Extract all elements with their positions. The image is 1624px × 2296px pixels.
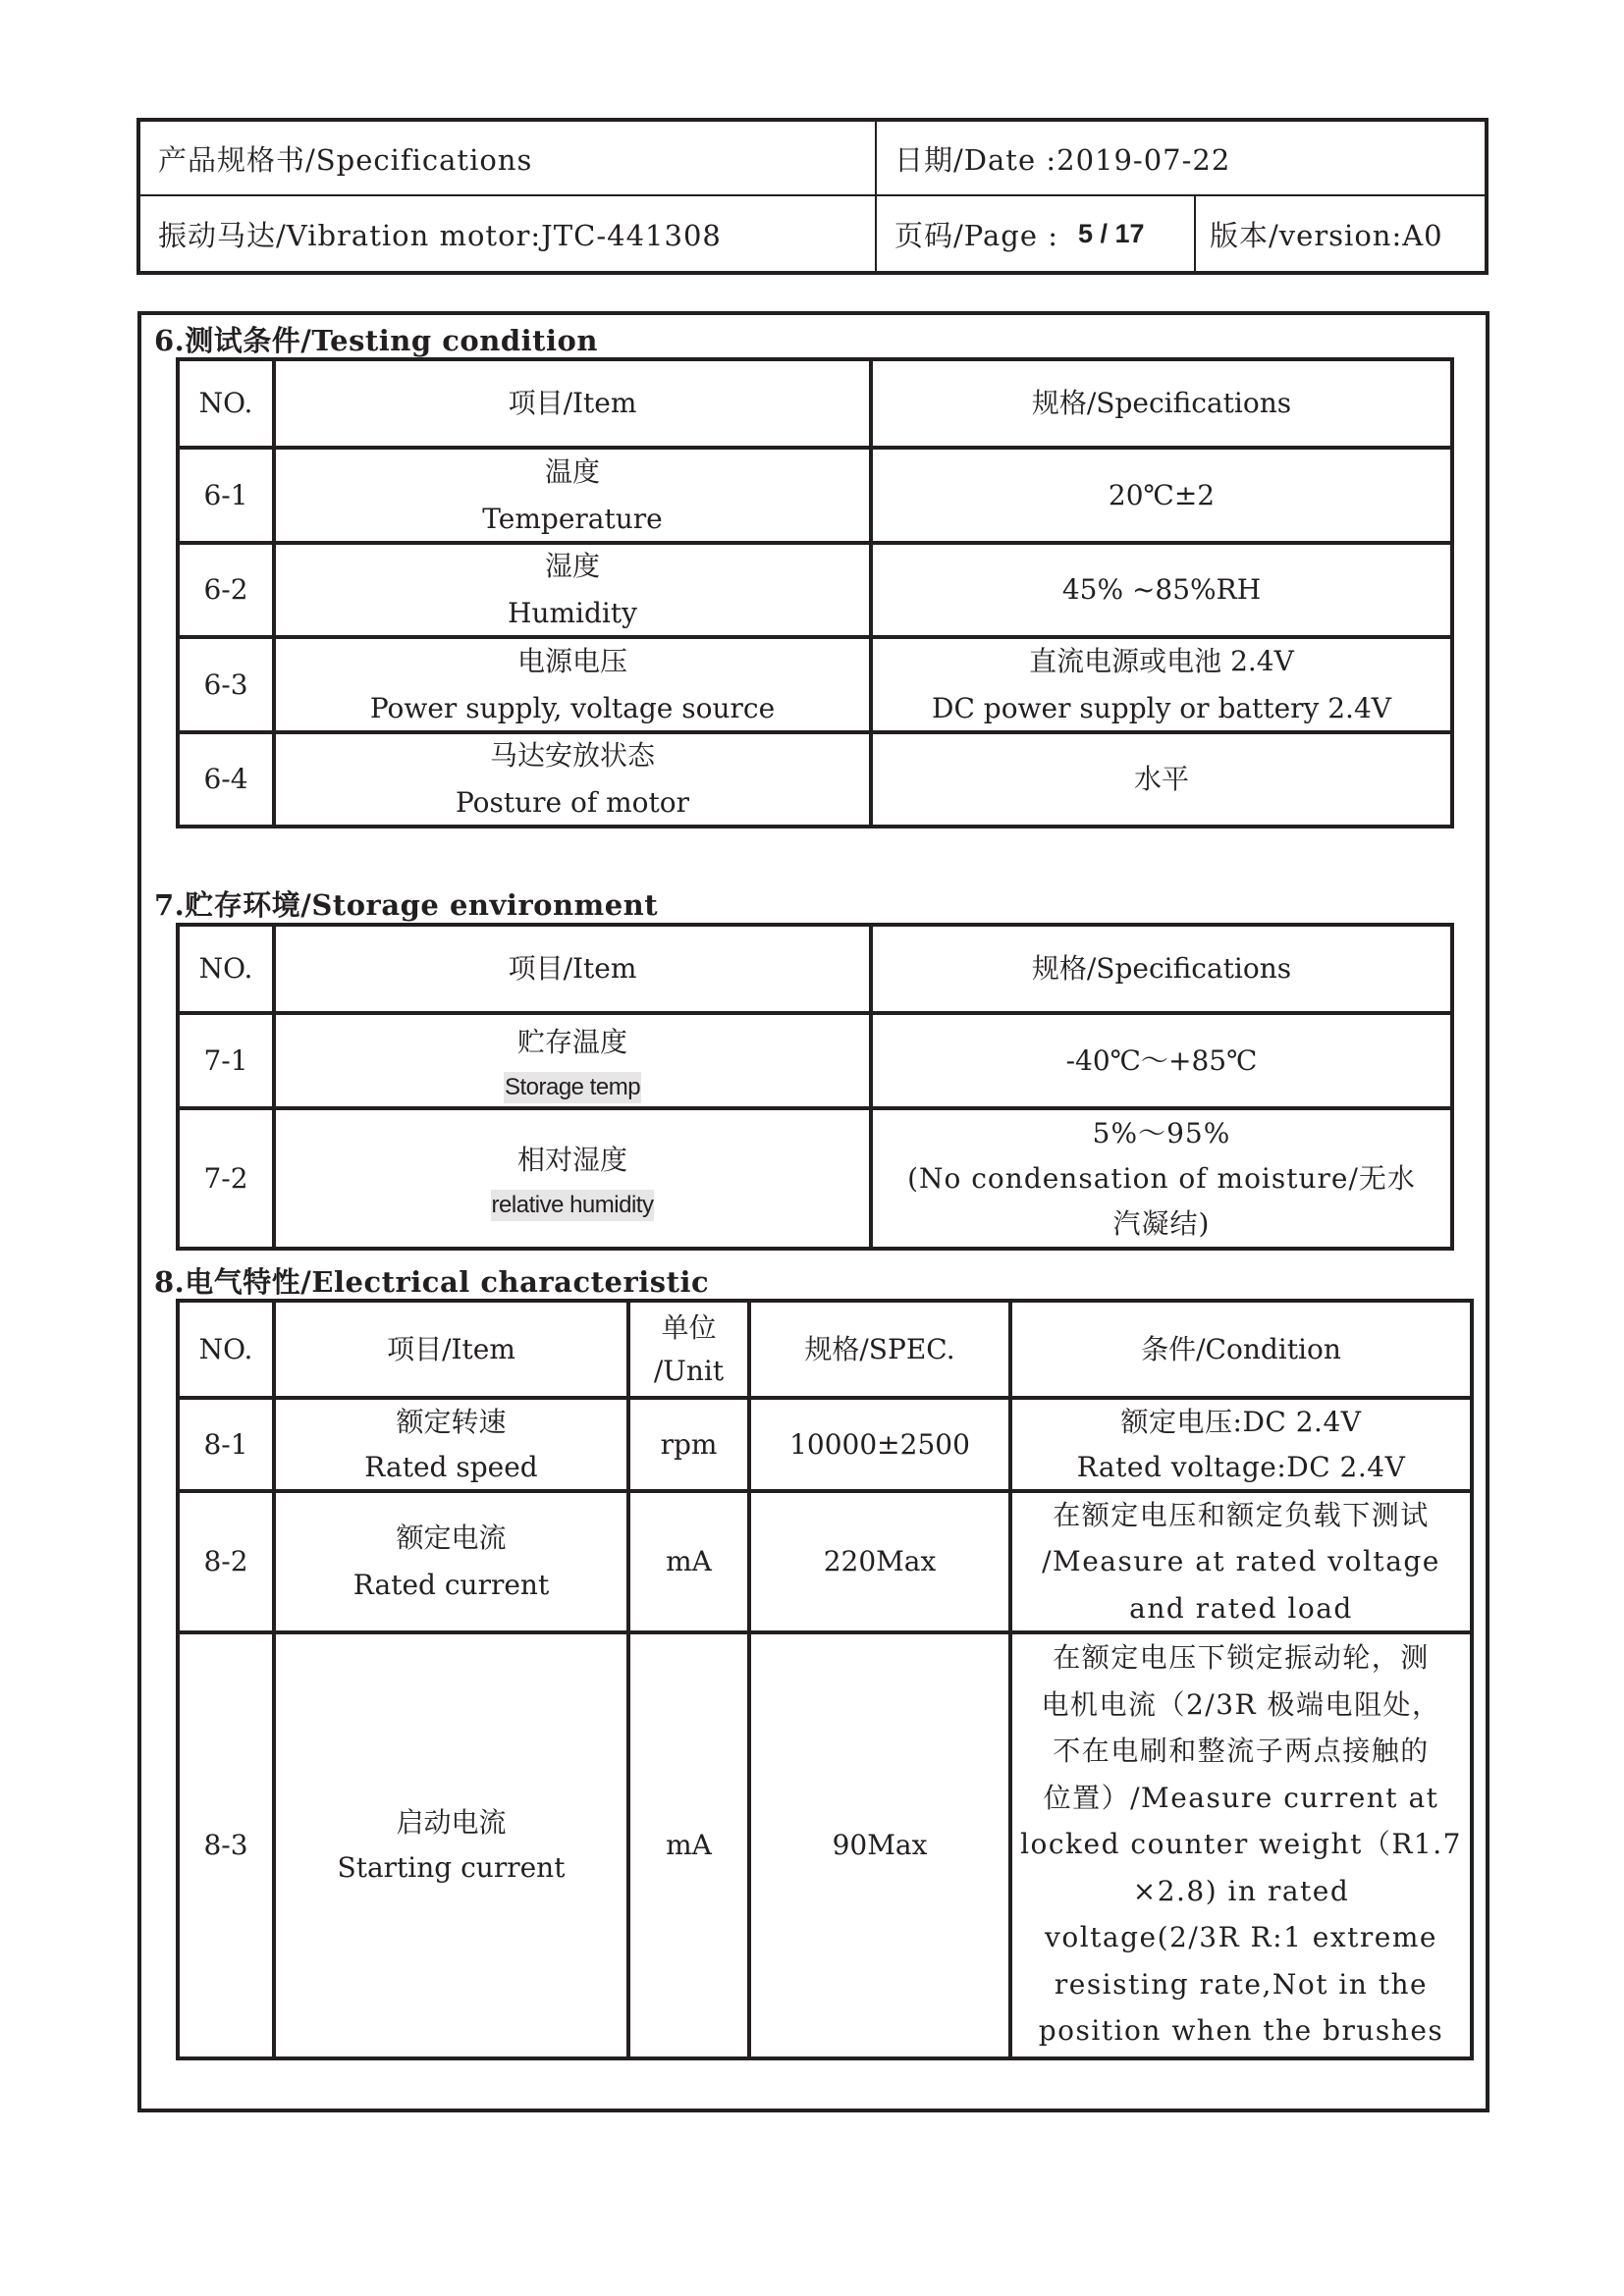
table-row-no: 6-4: [203, 763, 248, 795]
item-en: Rated current: [352, 1569, 550, 1601]
column-header-spec: 规格/Specifications: [1031, 952, 1292, 985]
item-cn: 相对湿度: [516, 1143, 627, 1176]
table-row-no: 6-3: [203, 667, 248, 701]
column-header-item: 项目/Item: [508, 952, 637, 985]
table-row-spec: [873, 1110, 1450, 1247]
table-row-condition: [1012, 1400, 1470, 1489]
column-header-item: 项目/Item: [508, 387, 637, 419]
section-heading-electrical: 8.电气特性/Electrical characteristic: [154, 1265, 710, 1299]
table-row-item: [276, 545, 869, 635]
table-row-spec: 20℃±2: [1108, 478, 1216, 511]
item-cn: 湿度: [544, 550, 600, 582]
section-heading-testing: 6.测试条件/Testing condition: [154, 324, 598, 357]
condition-line: voltage(2/3R R:1 extreme: [1045, 1921, 1437, 1953]
item-cn: 额定电流: [396, 1522, 507, 1554]
item-cn: 贮存温度: [516, 1025, 627, 1058]
table-row-spec: 220Max: [823, 1545, 937, 1577]
table-row-item: [276, 1634, 626, 2056]
table-row-item: [276, 1493, 626, 1630]
version-field: 版本/version:A0: [1210, 218, 1443, 252]
condition-line: 位置）/Measure current at: [1043, 1781, 1439, 1814]
column-header-no: NO.: [198, 1332, 253, 1365]
condition-line: 在额定电压和额定负载下测试: [1053, 1498, 1430, 1531]
table-row-spec: -40℃～+85℃: [1065, 1043, 1258, 1077]
table-row-no: 7-2: [203, 1161, 248, 1195]
condition-line: locked counter weight（R1.7: [1020, 1828, 1462, 1860]
spec-line: (No condensation of moisture/无水: [907, 1161, 1416, 1195]
page-number: 5 / 17: [1078, 218, 1145, 248]
column-header-no: NO.: [198, 387, 253, 419]
storage-environment-table: [176, 923, 1454, 1251]
item-cn: 温度: [544, 454, 600, 488]
table-row-item: [276, 1400, 626, 1489]
item-en: Rated speed: [364, 1450, 538, 1483]
condition-line: position when the brushes: [1038, 2014, 1444, 2047]
column-header-no: NO.: [198, 952, 253, 985]
item-en: Starting current: [337, 1851, 566, 1884]
table-row-condition: [1012, 1634, 1470, 2056]
table-row-spec: 45% ~85%RH: [1061, 573, 1262, 606]
document-header: [136, 118, 1489, 275]
unit-en: /Unit: [653, 1354, 725, 1387]
item-en: Power supply, voltage source: [369, 691, 776, 724]
item-en: Humidity: [508, 597, 637, 629]
table-row-spec: 90Max: [832, 1829, 928, 1861]
table-row-no: 8-1: [203, 1427, 248, 1461]
table-row-no: 6-2: [203, 573, 248, 606]
spec-line: 汽凝结): [1112, 1206, 1211, 1240]
table-row-unit: mA: [666, 1829, 712, 1861]
page-field: [877, 196, 1194, 271]
table-row-unit: mA: [666, 1545, 712, 1577]
item-cn: 启动电流: [396, 1806, 507, 1839]
table-row-no: 8-2: [203, 1545, 248, 1577]
table-row-no: 6-1: [203, 478, 248, 511]
item-cn: 电源电压: [516, 644, 627, 677]
spec-title: 产品规格书/Specifications: [158, 142, 533, 177]
table-row-item: [276, 450, 869, 541]
column-header-spec: 规格/Specifications: [1031, 387, 1292, 419]
condition-line: 额定电压:DC 2.4V: [1120, 1405, 1362, 1438]
item-en: relative humidity: [491, 1190, 655, 1221]
table-row-item: [276, 734, 869, 825]
product-name: 振动马达/Vibration motor:JTC-441308: [158, 218, 722, 252]
condition-line: and rated load: [1129, 1591, 1353, 1625]
unit-cn: 单位: [661, 1310, 717, 1344]
table-row-item: [276, 1015, 869, 1106]
spec-line: DC power supply or battery 2.4V: [932, 691, 1391, 724]
condition-line: ×2.8) in rated: [1132, 1874, 1350, 1907]
date-field: 日期/Date :2019-07-22: [894, 142, 1231, 177]
page-label: 页码/Page :: [894, 218, 1058, 252]
item-en: Temperature: [482, 502, 663, 535]
table-row-item: [276, 1110, 869, 1247]
condition-line: 不在电刷和整流子两点接触的: [1053, 1735, 1430, 1767]
condition-line: /Measure at rated voltage: [1042, 1545, 1440, 1578]
condition-line: resisting rate,Not in the: [1054, 1967, 1429, 2001]
table-row-no: 8-3: [203, 1829, 248, 1861]
condition-line: 电机电流（2/3R 极端电阻处，: [1041, 1687, 1441, 1721]
spec-line: 5%～95%: [1092, 1116, 1231, 1149]
table-row-item: [276, 639, 869, 730]
spec-line: 直流电源或电池 2.4V: [1029, 644, 1294, 677]
column-header-spec: 规格/SPEC.: [804, 1332, 955, 1365]
item-en: Posture of motor: [455, 786, 690, 819]
table-row-unit: rpm: [660, 1427, 718, 1461]
item-cn: 马达安放状态: [489, 739, 655, 772]
table-row-condition: [1012, 1493, 1470, 1630]
table-row-no: 7-1: [203, 1043, 248, 1077]
condition-line: Rated voltage:DC 2.4V: [1076, 1450, 1406, 1483]
section-heading-storage: 7.贮存环境/Storage environment: [154, 888, 659, 922]
table-row-spec: [873, 639, 1450, 730]
item-en: Storage temp: [504, 1072, 641, 1103]
table-row-spec: 10000±2500: [789, 1427, 970, 1461]
item-cn: 额定转速: [396, 1405, 507, 1438]
column-header-item: 项目/Item: [387, 1332, 515, 1365]
testing-condition-table: [176, 357, 1454, 828]
table-row-spec: 水平: [1133, 763, 1189, 795]
column-header-unit: [630, 1303, 747, 1396]
column-header-condition: 条件/Condition: [1141, 1332, 1341, 1365]
electrical-characteristic-table: [176, 1299, 1474, 2060]
condition-line: 在额定电压下锁定振动轮，测: [1053, 1641, 1430, 1674]
